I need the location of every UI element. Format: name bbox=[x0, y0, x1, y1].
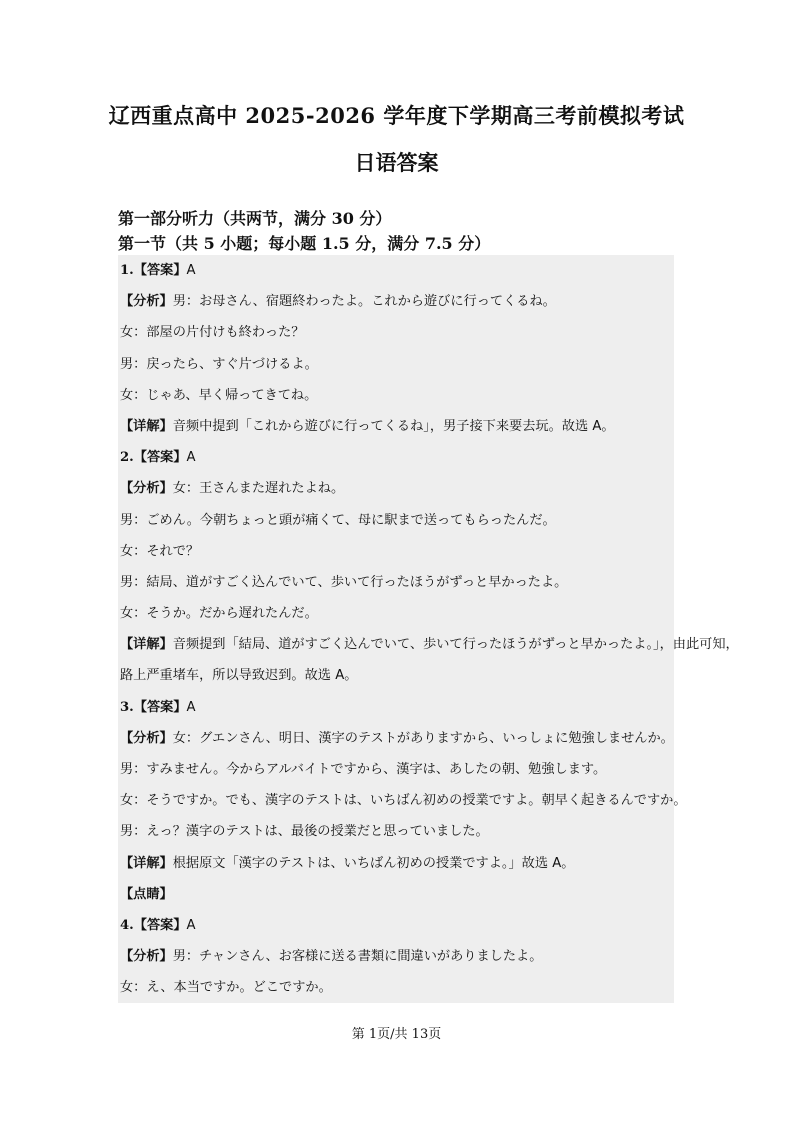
line-text: 音频中提到「これから遊びに行ってくるね」，男子接下来要去玩。故选 A。 bbox=[172, 418, 615, 434]
line-text: 男：お母さん、宿題終わったよ。これから遊びに行ってくるね。 bbox=[172, 294, 556, 310]
line-label: 2.【答案】 bbox=[120, 450, 187, 466]
line-label: 【详解】 bbox=[120, 418, 173, 434]
answer-line bbox=[118, 848, 674, 879]
answer-line bbox=[118, 910, 674, 941]
line-text: 男：ごめん。今朝ちょっと頭が痛くて、母に駅まで送ってもらったんだ。 bbox=[120, 512, 556, 528]
line-text: 男：えっ？漢字のテストは、最後の授業だと思っていました。 bbox=[120, 824, 489, 840]
line-text: 男：すみません。今からアルバイトですから、漢字は、あしたの朝、勉強します。 bbox=[120, 762, 607, 777]
line-text: 女：グエンさん、明日、漢字のテストがありますから、いっしょに勉強しませんか。 bbox=[172, 730, 674, 746]
line-text: 路上严重堵车，所以导致迟到。故选 A。 bbox=[120, 668, 358, 684]
answer-line bbox=[118, 473, 674, 504]
answer-line bbox=[118, 816, 674, 847]
line-text: 女：そうですか。でも、漢字のテストは、いちばん初めの授業ですよ。朝早く起きるんですか。 bbox=[120, 793, 687, 809]
answer-line bbox=[118, 879, 674, 910]
line-label: 【分析】 bbox=[120, 949, 173, 965]
line-label: 4.【答案】 bbox=[120, 917, 187, 933]
answer-line bbox=[118, 629, 739, 660]
answer-line bbox=[118, 349, 674, 380]
line-label: 3.【答案】 bbox=[120, 699, 187, 715]
answer-line bbox=[118, 941, 674, 972]
answer-line bbox=[118, 972, 674, 1003]
answer-line bbox=[118, 785, 687, 816]
answer-line bbox=[118, 442, 674, 473]
line-text: 女：そうか。だから遅れたんだ。 bbox=[120, 606, 318, 622]
line-text: A bbox=[186, 450, 196, 466]
line-label: 【分析】 bbox=[120, 730, 173, 746]
line-label: 【分析】 bbox=[120, 481, 173, 497]
line-text: 女：王さんまた遅れたよね。 bbox=[172, 481, 345, 497]
document-title: 辽西重点高中 2025-2026 学年度下学期高三考前模拟考试 bbox=[108, 103, 685, 128]
line-text: 女：部屋の片付けも終わった？ bbox=[120, 325, 305, 341]
line-text: 女：え、本当ですか。どこですか。 bbox=[120, 980, 332, 996]
answer-line bbox=[118, 567, 674, 598]
part-heading: 第一部分听力（共两节，满分 30 分） bbox=[118, 209, 392, 228]
answer-line bbox=[118, 286, 674, 317]
answer-line bbox=[118, 536, 674, 567]
line-text: 根据原文「漢字のテストは、いちばん初めの授業ですよ。」故选 A。 bbox=[172, 855, 575, 871]
page-number: 第 1页/共 13页 bbox=[351, 1027, 442, 1042]
line-label: 【详解】 bbox=[120, 855, 173, 871]
line-text: A bbox=[186, 917, 196, 933]
line-text: 男：結局、道がすごく込んでいて、歩いて行ったほうがずっと早かったよ。 bbox=[120, 574, 568, 590]
answer-line bbox=[118, 255, 674, 286]
answer-line bbox=[118, 411, 674, 442]
section-heading: 第一节（共 5 小题；每小题 1.5 分，满分 7.5 分） bbox=[118, 234, 491, 253]
line-text: A bbox=[186, 263, 196, 278]
answer-line bbox=[118, 380, 674, 411]
line-text: 女：じゃあ、早く帰ってきてね。 bbox=[120, 387, 318, 403]
answer-line bbox=[118, 660, 674, 691]
answer-line bbox=[118, 598, 674, 629]
answer-content-block bbox=[118, 255, 739, 1003]
line-text: A bbox=[186, 699, 196, 715]
answer-line bbox=[118, 692, 674, 723]
line-text: 男：チャンさん、お客様に送る書類に間違いがありましたよ。 bbox=[172, 949, 543, 965]
line-text: 女：それで？ bbox=[120, 543, 200, 559]
line-label: 【点睛】 bbox=[120, 886, 173, 902]
answer-line bbox=[118, 317, 674, 348]
answer-line bbox=[118, 723, 674, 754]
answer-line bbox=[118, 754, 674, 785]
answer-line bbox=[118, 505, 674, 536]
line-label: 【详解】 bbox=[120, 637, 173, 653]
line-label: 1.【答案】 bbox=[120, 263, 187, 278]
line-label: 【分析】 bbox=[120, 294, 173, 310]
document-subtitle: 日语答案 bbox=[354, 150, 439, 175]
line-text: 男：戻ったら、すぐ片づけるよ。 bbox=[120, 356, 318, 372]
line-text: 音频提到「結局、道がすごく込んでいて、歩いて行ったほうがずっと早かったよ。」，由此可知， bbox=[172, 637, 739, 653]
